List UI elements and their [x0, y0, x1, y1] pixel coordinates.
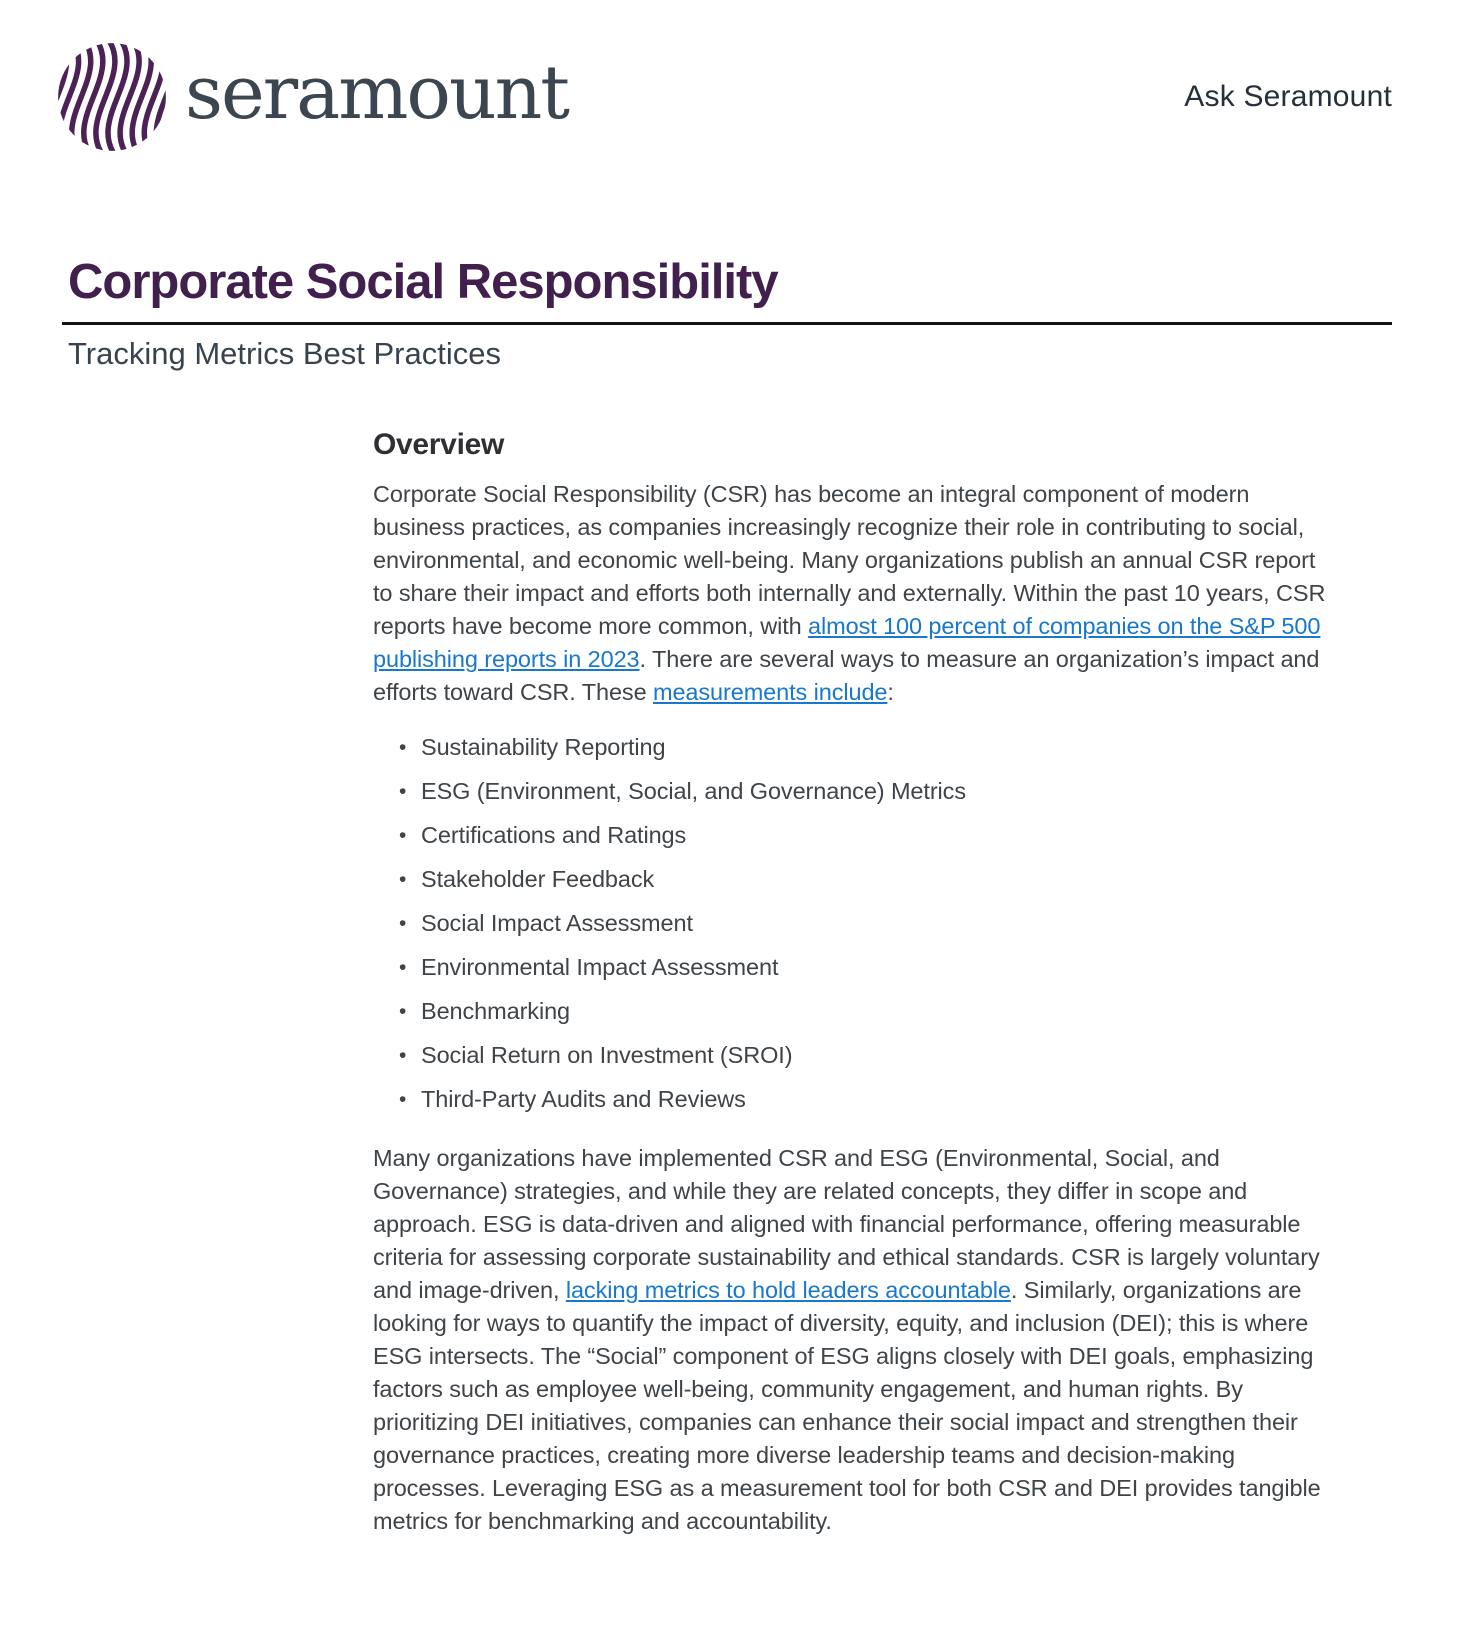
seramount-logo: [57, 42, 568, 152]
logo-wordmark: seramount: [185, 50, 569, 136]
title-divider: [62, 322, 1392, 325]
bullet-list-item: • Social Impact Assessment: [373, 907, 1333, 940]
measurements-list: [373, 731, 1333, 1116]
overview-paragraph-2: [373, 1142, 1333, 1538]
bullet-list-item: • Stakeholder Feedback: [373, 863, 1333, 896]
inline-link[interactable]: almost 100 percent of companies on the S&P 500 publishing reports in 2023: [373, 613, 1321, 673]
bullet-list-item: • Benchmarking: [373, 995, 1333, 1028]
title-block: [62, 256, 1392, 372]
text-run: Corporate Social Responsibility (CSR) has become an integral component of modern business practices, as companies increasingly recognize their role in contributing to social, environmental, and economic well-being. Many organizations publish an annual CSR report to share their impact and efforts both internally and externally. Within the past 10 years, CSR reports have become more common, with: [373, 481, 1326, 640]
overview-section: [373, 428, 1333, 1538]
bullet-list-item: • Environmental Impact Assessment: [373, 951, 1333, 984]
text-run: . Similarly, organizations are looking for ways to quantify the impact of diversity, equity, and inclusion (DEI); this is where ESG intersects. The “Social” component of ESG aligns closely with DEI goals, emphasizing factors such as employee well-being, community engagement, and human rights. By prioritizing DEI initiatives, companies can enhance their social impact and strengthen their governance practices, creating more diverse leadership teams and decision-making processes. Leveraging ESG as a measurement tool for both CSR and DEI provides tangible metrics for benchmarking and accountability.: [373, 1277, 1321, 1535]
bullet-list-item: • Social Return on Investment (SROI): [373, 1039, 1333, 1072]
bullet-list-item: • Sustainability Reporting: [373, 731, 1333, 764]
overview-paragraph-1: [373, 478, 1333, 709]
bullet-list-item: • ESG (Environment, Social, and Governance) Metrics: [373, 775, 1333, 808]
text-run: Many organizations have implemented CSR and ESG (Environmental, Social, and Governance) strategies, and while they are related concepts, they differ in scope and approach. ESG is data-driven and aligned with financial performance, offering measurable criteria for assessing corporate sustainability and ethical standards. CSR is largely voluntary and image-driven,: [373, 1145, 1320, 1304]
page-subtitle: Tracking Metrics Best Practices: [68, 335, 501, 371]
bullet-list-item: • Third-Party Audits and Reviews: [373, 1083, 1333, 1116]
text-run: :: [887, 679, 894, 706]
seramount-swirl-icon: [57, 42, 167, 152]
bullet-list-item: • Certifications and Ratings: [373, 819, 1333, 852]
overview-heading: Overview: [373, 428, 505, 462]
inline-link[interactable]: lacking metrics to hold leaders accountable: [565, 1277, 1011, 1304]
page-title: Corporate Social Responsibility: [68, 255, 778, 309]
header: [0, 0, 1462, 152]
ask-seramount-link[interactable]: Ask Seramount: [1184, 80, 1392, 113]
text-run: . There are several ways to measure an organization’s impact and efforts toward CSR. These: [373, 646, 1320, 706]
inline-link[interactable]: measurements include: [652, 679, 888, 706]
